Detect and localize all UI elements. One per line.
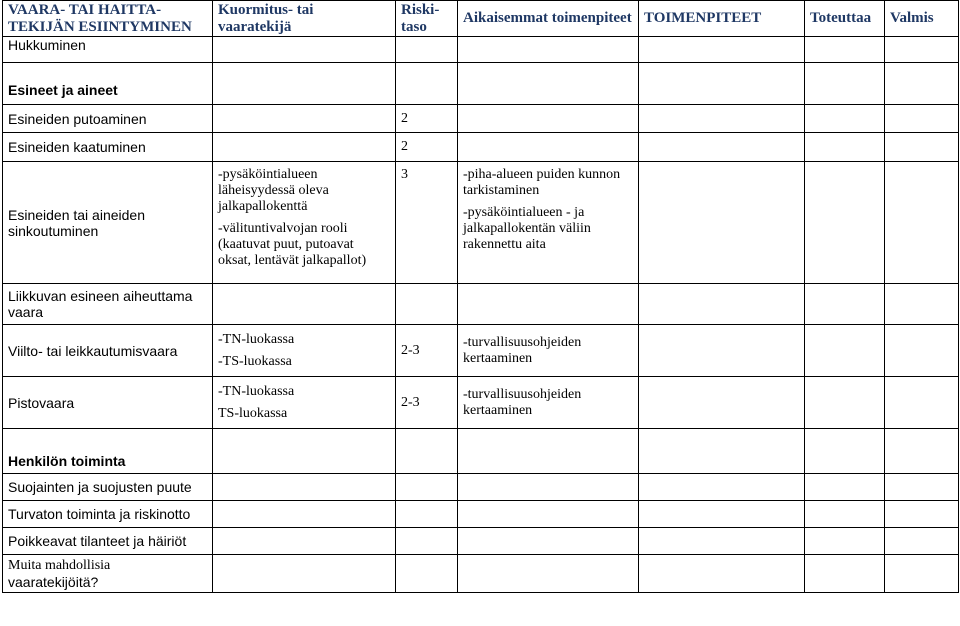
hazard-label: Esineiden kaatuminen xyxy=(3,133,213,162)
measure-text: -turvallisuusohjeiden kertaaminen xyxy=(458,377,639,429)
risk-value: 3 xyxy=(396,162,458,284)
table-row xyxy=(3,37,959,63)
location-cell xyxy=(213,325,396,377)
section-title: Henkilön toiminta xyxy=(3,429,213,474)
table-row xyxy=(3,133,959,162)
hazard-label: Suojainten ja suojusten puute xyxy=(3,474,213,501)
hazard-label: Esineiden putoaminen xyxy=(3,105,213,133)
section-row xyxy=(3,429,959,474)
hazard-label: Liikkuvan esineen aiheuttama vaara xyxy=(3,284,213,325)
risk-value: 2-3 xyxy=(396,377,458,429)
table-row xyxy=(3,474,959,501)
location-text: -TS-luokassa xyxy=(218,353,292,369)
hazard-label: Pistovaara xyxy=(3,377,213,429)
table-row xyxy=(3,105,959,133)
location-cell xyxy=(213,377,396,429)
risk-value: 2-3 xyxy=(396,325,458,377)
section-row xyxy=(3,63,959,105)
table-row xyxy=(3,501,959,528)
hazard-label: Hukkuminen xyxy=(8,37,86,53)
location-text: -pysäköintialueen läheisyydessä oleva jalkapallokenttä xyxy=(218,167,329,214)
section-title: Esineet ja aineet xyxy=(3,63,213,105)
location-cell xyxy=(213,162,396,284)
previous-measures-cell xyxy=(458,162,639,284)
header-risk-level: Riski-taso xyxy=(396,1,458,37)
header-ready: Valmis xyxy=(885,1,959,37)
hazard-cell xyxy=(3,37,213,63)
header-row xyxy=(3,1,959,37)
hazard-label: Esineiden tai aineiden sinkoutuminen xyxy=(3,162,213,284)
header-hazard: VAARA- TAI HAITTA-TEKIJÄN ESIINTYMINEN xyxy=(3,1,213,37)
table-row xyxy=(3,325,959,377)
header-actions: TOIMENPITEET xyxy=(639,1,805,37)
risk-assessment-table xyxy=(2,0,959,593)
table-row xyxy=(3,162,959,284)
hazard-label: Viilto- tai leikkautumisvaara xyxy=(3,325,213,377)
hazard-label: Turvaton toiminta ja riskinotto xyxy=(3,501,213,528)
hazard-cell xyxy=(3,555,213,593)
table-row xyxy=(3,528,959,555)
table-row xyxy=(3,555,959,593)
hazard-label: Poikkeavat tilanteet ja häiriöt xyxy=(3,528,213,555)
header-implementer: Toteuttaa xyxy=(805,1,885,37)
location-text: -TN-luokassa xyxy=(218,383,295,399)
measure-text: -piha-alueen puiden kunnon tarkistaminen xyxy=(463,167,621,198)
hazard-label: vaaratekijöitä? xyxy=(8,573,99,590)
measure-text: -turvallisuusohjeiden kertaaminen xyxy=(458,325,639,377)
table-row xyxy=(3,377,959,429)
location-text: TS-luokassa xyxy=(218,405,288,421)
header-location: Kuormitus- tai vaaratekijä xyxy=(213,1,396,37)
measure-text: -pysäköintialueen - ja jalkapallokentän väliin rakennettu aita xyxy=(463,205,591,252)
location-text: -TN-luokassa xyxy=(218,331,295,347)
header-previous-measures: Aikaisemmat toimenpiteet xyxy=(458,1,639,37)
risk-value: 2 xyxy=(396,105,458,133)
hazard-label: Muita mahdollisia xyxy=(8,557,111,573)
risk-value: 2 xyxy=(396,133,458,162)
location-text: -välituntivalvojan rooli (kaatuvat puut, putoavat oksat, lentävät jalkapallot) xyxy=(218,221,367,268)
table-row xyxy=(3,284,959,325)
